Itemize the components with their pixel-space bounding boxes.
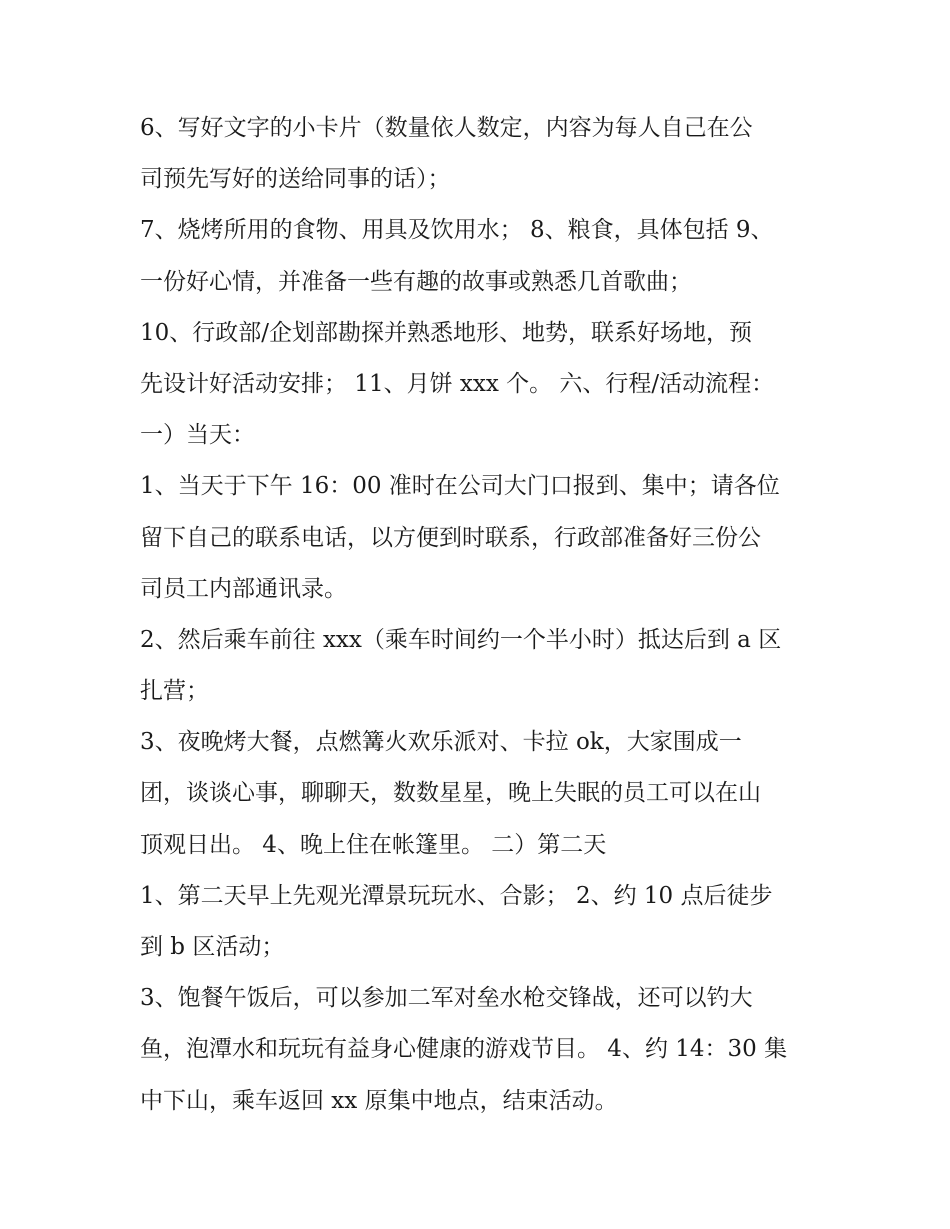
text-line: 2、然后乘车前往 xxx（乘车时间约一个半小时）抵达后到 a 区 — [140, 626, 782, 653]
text-line: 团，谈谈心事，聊聊天，数数星星，晚上失眠的员工可以在山 — [140, 780, 761, 807]
text-line: 留下自己的联系电话，以方便到时联系，行政部准备好三份公 — [140, 524, 761, 551]
text-line: 7、烧烤所用的食物、用具及饮用水； 8、粮食，具体包括 9、 — [140, 217, 774, 244]
text-line: 顶观日出。 4、晚上住在帐篷里。 二）第二天 — [140, 831, 607, 858]
text-line: 1、第二天早上先观光潭景玩玩水、合影； 2、约 10 点后徒步 — [140, 882, 773, 909]
text-line: 先设计好活动安排； 11、月饼 xxx 个。 六、行程/活动流程： — [140, 370, 775, 397]
text-line: 6、写好文字的小卡片（数量依人数定，内容为每人自己在公 — [140, 115, 753, 141]
text-line: 中下山，乘车返回 xx 原集中地点，结束活动。 — [140, 1087, 618, 1114]
text-line: 3、饱餐午饭后，可以参加二军对垒水枪交锋战，还可以钓大 — [140, 985, 753, 1012]
text-line: 到 b 区活动； — [140, 934, 285, 960]
text-line: 1、当天于下午 16：00 准时在公司大门口报到、集中；请各位 — [140, 473, 780, 500]
text-line: 3、夜晚烤大餐，点燃篝火欢乐派对、卡拉 ok，大家围成一 — [140, 729, 742, 756]
text-line: 鱼，泡潭水和玩玩有益身心健康的游戏节目。 4、约 14：30 集 — [140, 1036, 788, 1063]
text-line: 司预先写好的送给同事的话）； — [140, 166, 451, 193]
text-line: 一份好心情，并准备一些有趣的故事或熟悉几首歌曲； — [140, 268, 692, 295]
section-heading: 一）当天： — [140, 422, 255, 449]
text-line: 10、行政部/企划部勘探并熟悉地形、地势，联系好场地，预 — [140, 319, 753, 346]
text-line: 司员工内部通讯录。 — [140, 575, 347, 602]
text-line: 扎营； — [140, 678, 209, 705]
document-body — [140, 103, 820, 1127]
